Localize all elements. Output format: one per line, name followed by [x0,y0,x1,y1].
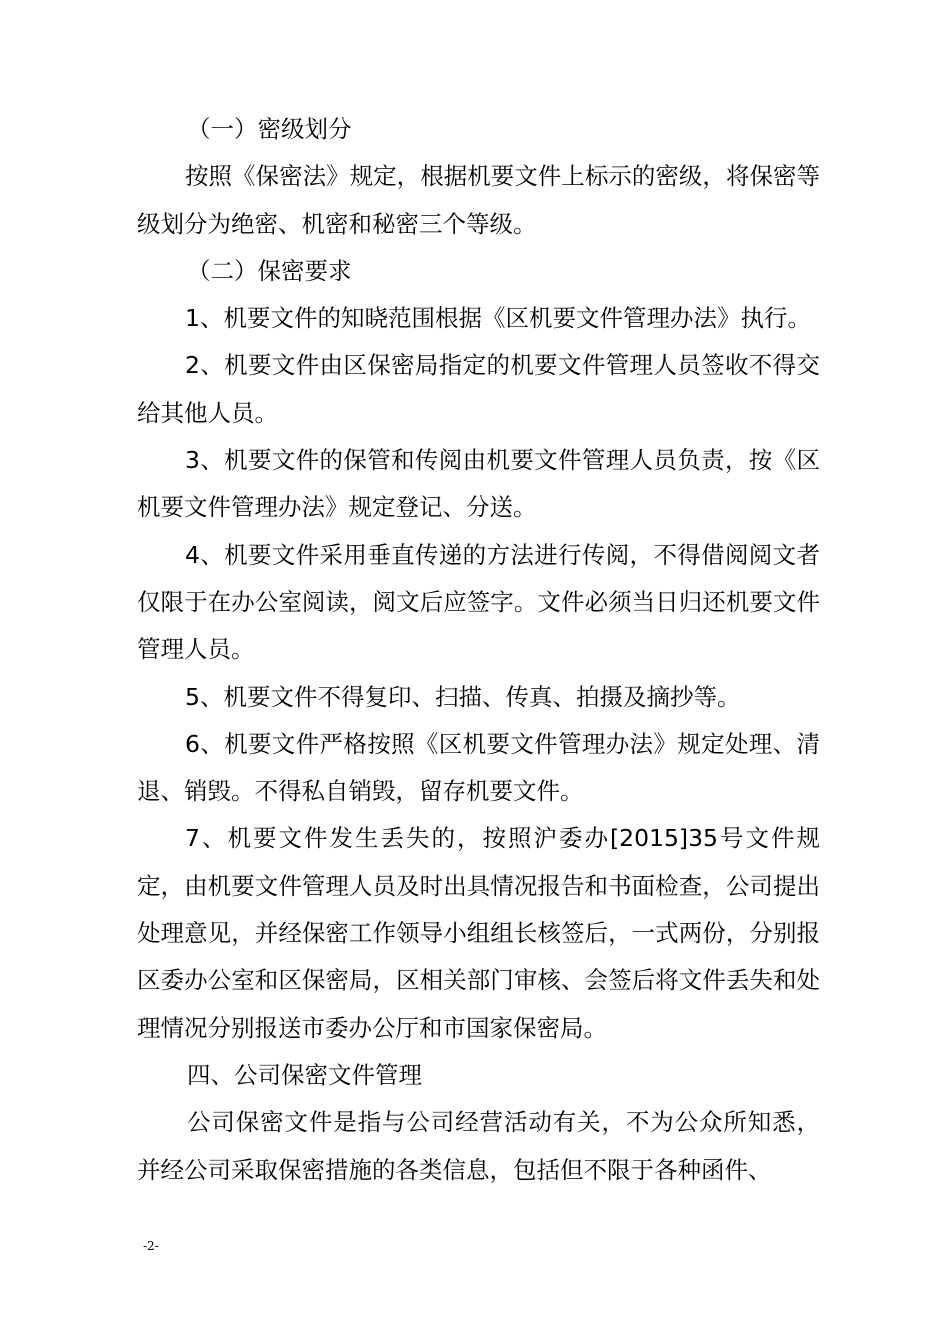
page-number: -2- [143,1239,159,1253]
section-heading-company-files: 四、公司保密文件管理 [187,1060,422,1089]
requirement-item-4: 4、机要文件采用垂直传递的方法进行传阅，不得借阅阅文者仅限于在办公室阅读，阅文后应签字。文件必须当日归还机要文件管理人员。 [137,540,820,664]
requirement-item-1: 1、机要文件的知晓范围根据《区机要文件管理办法》执行。 [185,304,811,333]
section-heading-requirements: （二）保密要求 [187,256,352,285]
requirement-item-3: 3、机要文件的保管和传阅由机要文件管理人员负责，按《区机要文件管理办法》规定登记、分送。 [137,446,820,522]
requirement-item-5: 5、机要文件不得复印、扫描、传真、拍摄及摘抄等。 [185,682,741,711]
paragraph-company-files: 公司保密文件是指与公司经营活动有关，不为公众所知悉，并经公司采取保密措施的各类信息，包括但不限于各种函件、 [137,1108,820,1184]
requirement-item-2: 2、机要文件由区保密局指定的机要文件管理人员签收不得交给其他人员。 [137,351,820,427]
requirement-item-7: 7、机要文件发生丢失的，按照沪委办[2015]35号文件规定，由机要文件管理人员及时出具情况报告和书面检查，公司提出处理意见，并经保密工作领导小组组长核签后，一式两份，分别报区委办公室和区保密局，区相关部门审核、会签后将文件丢失和处理情况分别报送市委办公厅和市国家保密局。 [137,824,820,1042]
paragraph-classification: 按照《保密法》规定，根据机要文件上标示的密级，将保密等级划分为绝密、机密和秘密三个等级。 [137,162,820,238]
section-heading-classification: （一）密级划分 [187,115,352,143]
requirement-item-6: 6、机要文件严格按照《区机要文件管理办法》规定处理、清退、销毁。不得私自销毁，留存机要文件。 [137,729,820,806]
document-body [137,106,820,1194]
